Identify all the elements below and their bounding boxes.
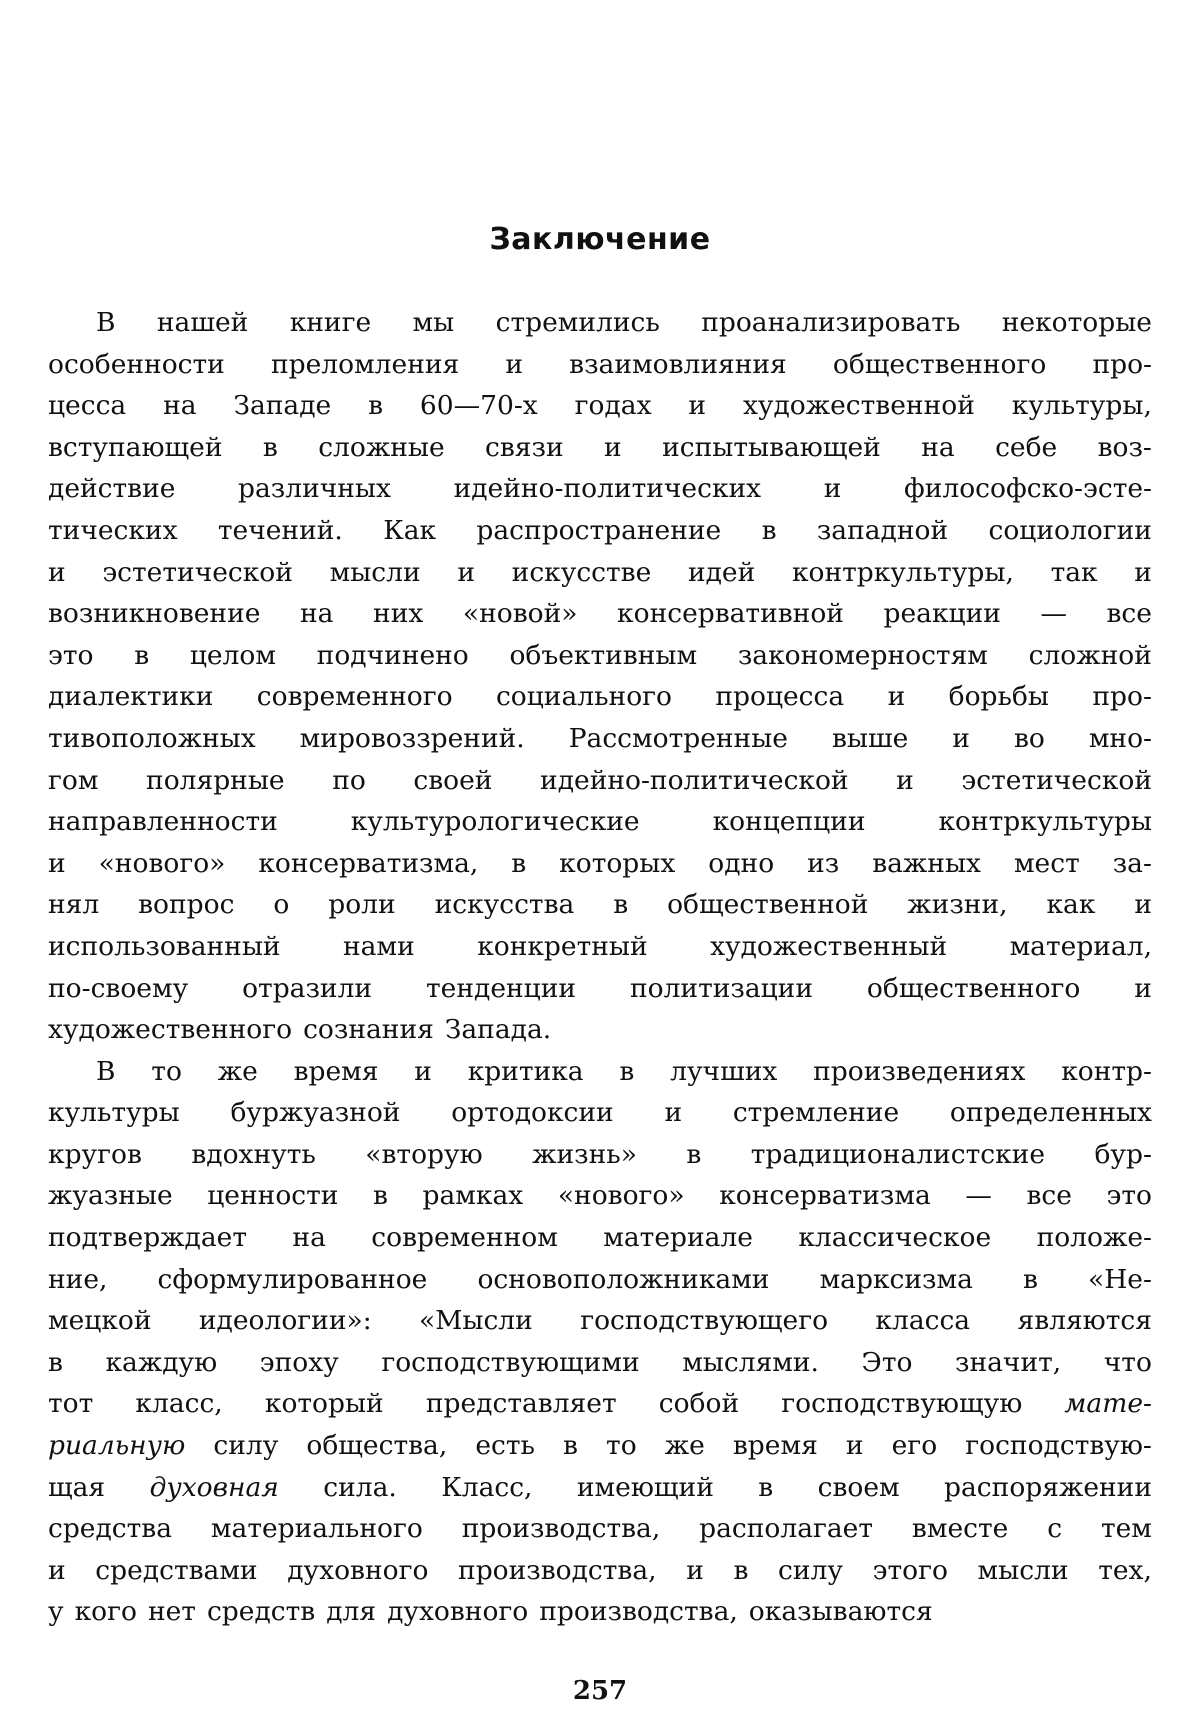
text-line: ние, сформулированное основоположниками марксизма в «Не- [48, 1263, 1152, 1295]
text-line: использованный нами конкретный художественный материал, [48, 930, 1152, 962]
text-line: кругов вдохнуть «вторую жизнь» в традиционалистские бур- [48, 1138, 1152, 1170]
text-line: вступающей в сложные связи и испытывающей на себе воз- [48, 431, 1152, 463]
text-line: подтверждает на современном материале классическое положе- [48, 1222, 1152, 1254]
chapter-title: Заключение [489, 222, 711, 257]
page-number: 257 [572, 1676, 628, 1706]
text-line: и средствами духовного производства, и в силу этого мысли тех, [48, 1554, 1152, 1586]
text-line: риальную силу общества, есть в то же время и его господствую- [48, 1430, 1152, 1462]
text-line: нял вопрос о роли искусства в общественной жизни, как и [48, 889, 1152, 921]
text-line: в каждую эпоху господствующими мыслями. Это значит, что [48, 1346, 1152, 1378]
text-line: культуры буржуазной ортодоксии и стремление определенных [48, 1097, 1152, 1129]
text-line: цесса на Западе в 60—70-х годах и художественной культуры, [48, 390, 1152, 422]
text-line: художественного сознания Запада. [48, 1014, 552, 1046]
text-line: диалектики современного социального процесса и борьбы про- [48, 681, 1152, 713]
text-line: по-своему отразили тенденции политизации общественного и [48, 972, 1152, 1004]
text-line: это в целом подчинено объективным закономерностям сложной [48, 639, 1152, 671]
text-line: В нашей книге мы стремились проанализировать некоторые [96, 307, 1152, 338]
text-line: тот класс, который представляет собой господствующую мате- [48, 1388, 1152, 1420]
text-line: и эстетической мысли и искусстве идей контркультуры, так и [48, 556, 1152, 588]
body-text [48, 302, 1152, 1633]
text-line: и «нового» консерватизма, в которых одно из важных мест за- [48, 847, 1152, 879]
text-line: тических течений. Как распространение в западной социологии [48, 514, 1152, 546]
text-line: направленности культурологические концепции контркультуры [48, 806, 1152, 838]
text-line: средства материального производства, располагает вместе с тем [48, 1513, 1152, 1545]
text-line: щая духовная сила. Класс, имеющий в своем распоряжении [48, 1471, 1152, 1503]
text-line: особенности преломления и взаимовлияния общественного про- [48, 348, 1152, 380]
text-line: возникновение на них «новой» консервативной реакции — все [48, 598, 1152, 630]
text-line: В то же время и критика в лучших произведениях контр- [96, 1055, 1152, 1087]
text-line: мецкой идеологии»: «Мысли господствующего класса являются [48, 1305, 1152, 1337]
text-line: у кого нет средств для духовного производства, оказываются [48, 1596, 933, 1628]
text-line: жуазные ценности в рамках «нового» консерватизма — все это [48, 1180, 1152, 1212]
text-line: гом полярные по своей идейно-политической и эстетической [48, 764, 1152, 796]
text-line: действие различных идейно-политических и философско-эсте- [48, 473, 1152, 505]
text-line: тивоположных мировоззрений. Рассмотренные выше и во мно- [48, 722, 1152, 754]
